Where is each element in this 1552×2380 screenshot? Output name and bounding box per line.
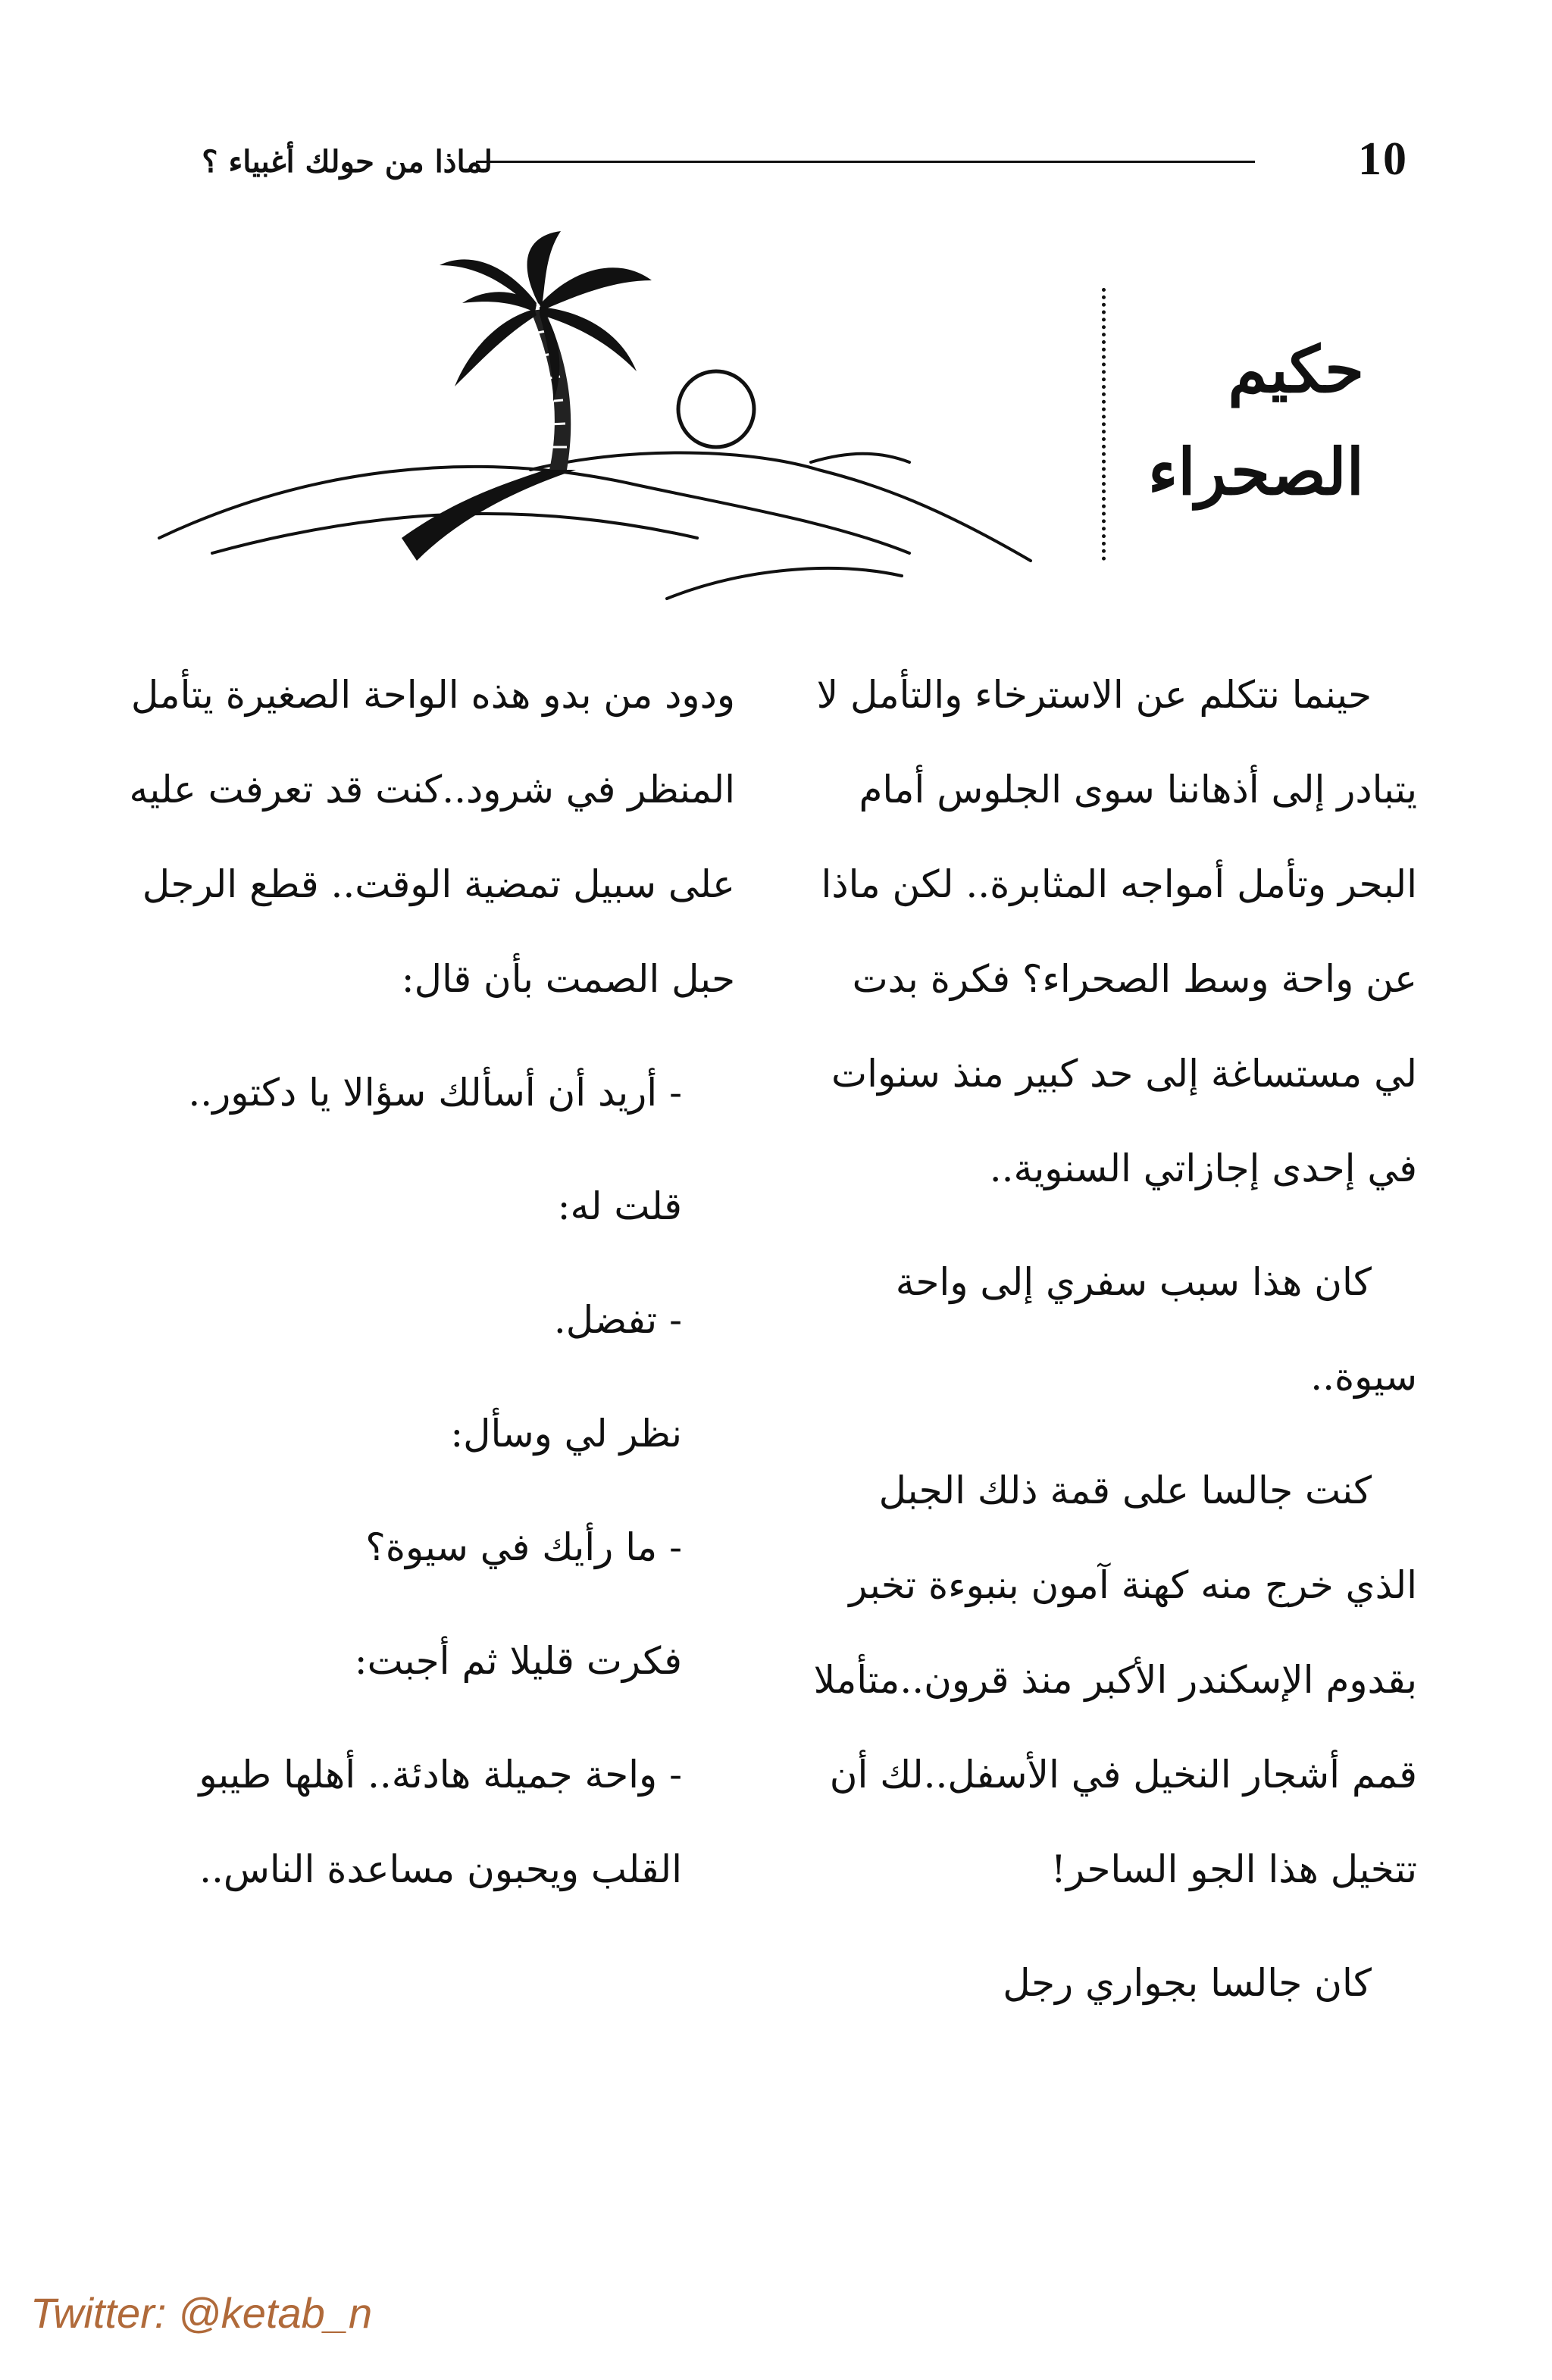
sun-icon (678, 371, 754, 447)
left-column (121, 648, 735, 1917)
chapter-title-line1: حكيم (1228, 332, 1364, 407)
paragraph: نظر لي وسأل: (450, 1412, 682, 1456)
paragraph: ودود من بدو هذه الواحة الصغيرة يتأمل المنظر في شرود..كنت قد تعرفت عليه على سبيل تمضية الوقت.. قطع الرجل حبل الصمت بأن قال: (129, 673, 735, 1001)
dialogue-line: - ما رأيك في سيوة؟ (365, 1525, 682, 1569)
dialogue-line: - أريد أن أسألك سؤالا يا دكتور.. (188, 1071, 682, 1115)
desert-illustration (152, 220, 1046, 614)
dialogue-line: - واحة جميلة هادئة.. أهلها طيبو القلب ويحبون مساعدة الناس.. (199, 1753, 682, 1891)
paragraph: حينما نتكلم عن الاسترخاء والتأمل لا يتبادر إلى أذهاننا سوى الجلوس أمام البحر وتأمل أمواجه المثابرة.. لكن ماذا عن واحة وسط الصحراء؟ فكرة بدت لي مستساغة إلى حد كبير منذ سنوات في إحدى إجازاتي السنوية.. (816, 673, 1417, 1190)
chapter-divider (1102, 288, 1106, 561)
paragraph: كان هذا سبب سفري إلى واحة سيوة.. (895, 1260, 1417, 1399)
chapter-title-line2: الصحراء (1147, 434, 1364, 509)
dialogue-line: - تفضل. (553, 1298, 682, 1342)
running-title: لماذا من حولك أغبياء ؟ (202, 144, 493, 180)
chapter-title (1137, 318, 1364, 523)
paragraph: قلت له: (557, 1184, 682, 1228)
paragraph: فكرت قليلا ثم أجبت: (354, 1639, 682, 1683)
right-column (811, 648, 1417, 2031)
palm-tree-icon (402, 231, 652, 561)
paragraph: كنت جالسا على قمة ذلك الجبل الذي خرج منه كهنة آمون بنبوءة تخبر بقدوم الإسكندر الأكبر منذ قرون..متأملا قمم أشجار النخيل في الأسفل..لك أن تتخيل هذا الجو الساحر! (813, 1468, 1417, 1891)
header-rule (476, 161, 1255, 163)
paragraph: كان جالسا بجواري رجل (1003, 1961, 1372, 2005)
sand-dunes-icon (159, 453, 1031, 599)
page-number: 10 (1358, 133, 1408, 185)
watermark: Twitter: @ketab_n (30, 2289, 373, 2337)
